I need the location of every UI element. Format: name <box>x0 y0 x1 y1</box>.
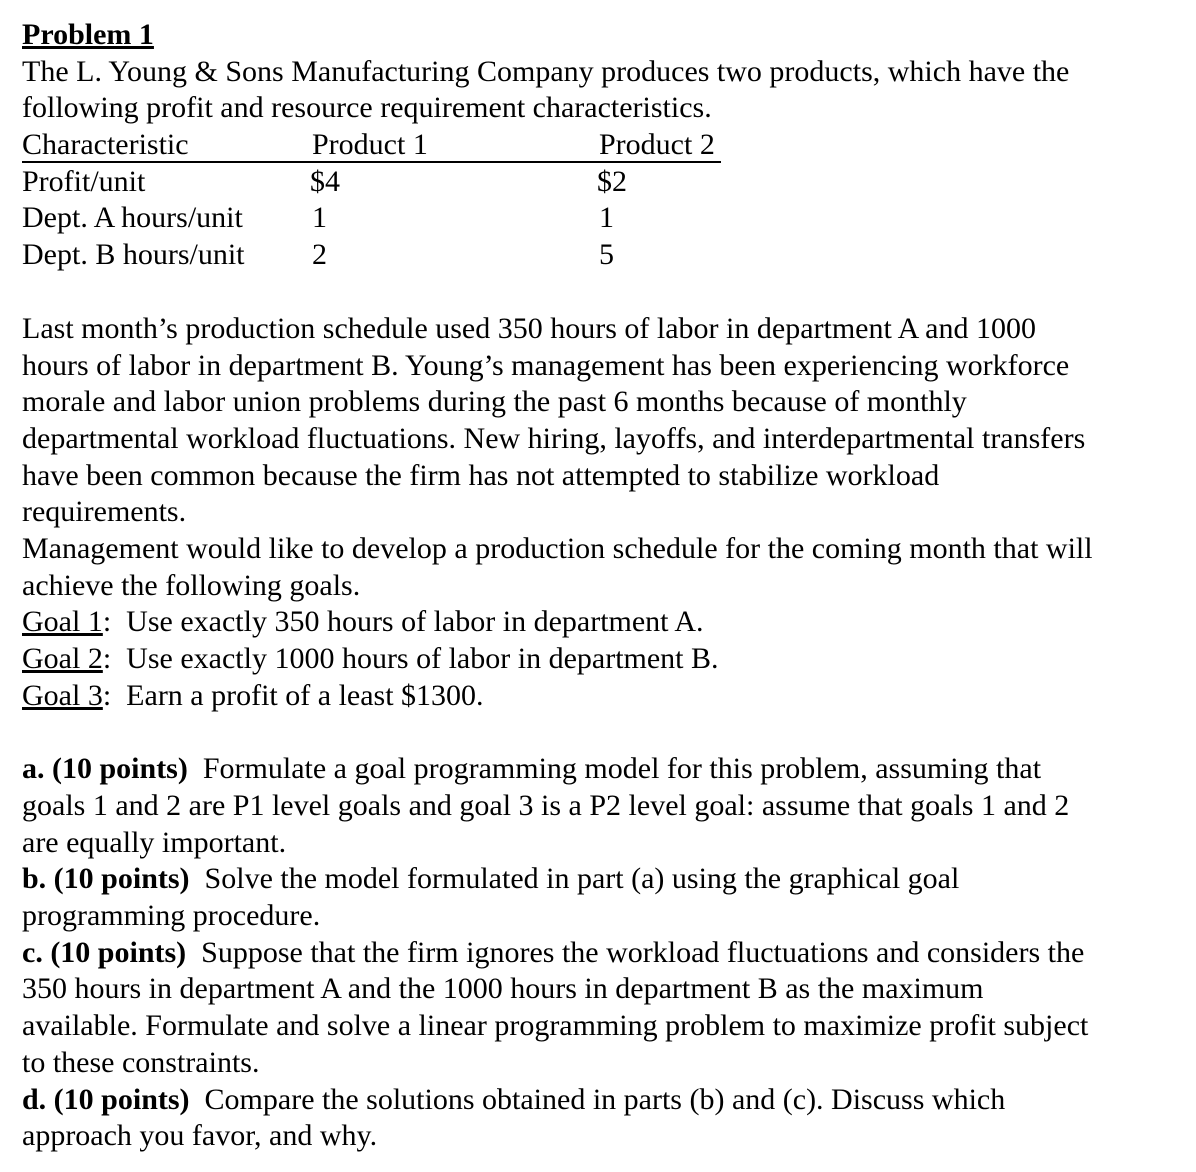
goals-list <box>22 604 1182 714</box>
part-label: c. (10 points) <box>22 935 187 969</box>
intro-line: The L. Young & Sons Manufacturing Company produces two products, which have the <box>22 54 1070 88</box>
part-text: Formulate a goal programming model for this problem, assuming that <box>202 752 1042 786</box>
part-text: to these constraints. <box>22 1045 260 1079</box>
table-cell: 2 <box>312 238 327 272</box>
part-text: are equally important. <box>22 825 287 859</box>
table-cell: 5 <box>599 238 614 272</box>
part-text: available. Formulate and solve a linear programming problem to maximize profit subject <box>22 1009 1089 1043</box>
part-text: 350 hours in department A and the 1000 hours in department B as the maximum <box>22 972 984 1006</box>
table-header-product-1: Product 1 <box>312 128 428 162</box>
goal-label: Goal 1 <box>22 605 103 639</box>
paragraph-line: achieve the following goals. <box>22 568 361 602</box>
part-text: Compare the solutions obtained in parts (b) and (c). Discuss which <box>204 1082 1006 1116</box>
paragraph-line: have been common because the firm has not attempted to stabilize workload <box>22 458 940 492</box>
table-cell: Dept. B hours/unit <box>22 238 245 272</box>
part-text: Solve the model formulated in part (a) using the graphical goal <box>204 862 960 896</box>
table-cell: Profit/unit <box>22 165 146 199</box>
part-label: d. (10 points) <box>22 1082 190 1116</box>
table-header-characteristic: Characteristic <box>22 128 189 162</box>
table-cell: $4 <box>310 165 340 199</box>
part-text: programming procedure. <box>22 899 321 933</box>
paragraph-line: Management would like to develop a production schedule for the coming month that will <box>22 532 1093 566</box>
part-d <box>22 1082 1182 1155</box>
goal-text: Use exactly 1000 hours of labor in department B. <box>126 642 719 676</box>
goal-item: Goal 2: Use exactly 1000 hours of labor in department B. <box>22 642 719 676</box>
table-cell: 1 <box>599 201 614 235</box>
part-label: b. (10 points) <box>22 862 190 896</box>
goal-item: Goal 3: Earn a profit of a least $1300. <box>22 678 484 712</box>
goal-label: Goal 2 <box>22 642 103 676</box>
context-paragraph <box>22 311 1182 531</box>
part-b <box>22 861 1182 934</box>
table-cell: 1 <box>312 201 327 235</box>
table-cell: Dept. A hours/unit <box>22 201 243 235</box>
goal-text: Earn a profit of a least $1300. <box>126 678 484 712</box>
paragraph-line: morale and labor union problems during the past 6 months because of monthly <box>22 385 967 419</box>
goal-label: Goal 3 <box>22 678 103 712</box>
goal-item: Goal 1: Use exactly 350 hours of labor in department A. <box>22 605 704 639</box>
problem-title: Problem 1 <box>22 18 154 51</box>
part-label: a. (10 points) <box>22 752 188 786</box>
goal-text: Use exactly 350 hours of labor in department A. <box>126 605 704 639</box>
intro-line: following profit and resource requirement characteristics. <box>22 91 712 125</box>
paragraph-line: departmental workload fluctuations. New hiring, layoffs, and interdepartmental transfers <box>22 421 1086 455</box>
characteristics-table <box>22 127 1182 274</box>
paragraph-line: requirements. <box>22 495 187 529</box>
part-c <box>22 935 1182 1082</box>
part-a <box>22 751 1182 861</box>
table-header-product-2: Product 2 <box>599 128 715 162</box>
table-cell: $2 <box>597 165 627 199</box>
management-paragraph <box>22 531 1182 604</box>
paragraph-line: hours of labor in department B. Young’s management has been experiencing workforce <box>22 348 1070 382</box>
part-text: approach you favor, and why. <box>22 1119 378 1153</box>
problem-document <box>22 17 1182 1155</box>
part-text: Suppose that the firm ignores the workload fluctuations and considers the <box>201 935 1085 969</box>
part-text: goals 1 and 2 are P1 level goals and goal 3 is a P2 level goal: assume that goals 1 and 2 <box>22 788 1070 822</box>
paragraph-line: Last month’s production schedule used 350 hours of labor in department A and 1000 <box>22 311 1036 345</box>
